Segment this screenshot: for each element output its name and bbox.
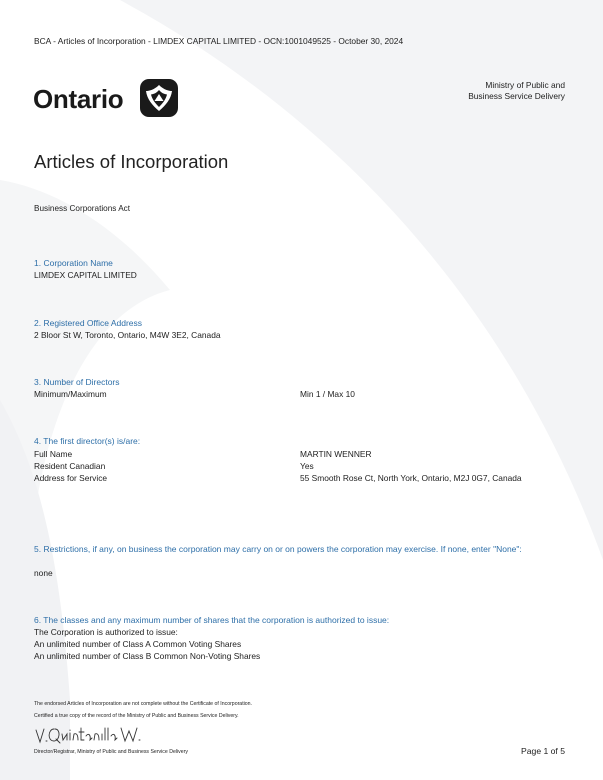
signatory-title: Director/Registrar, Ministry of Public and Business Service Delivery [34,749,188,755]
section-6-heading: 6. The classes and any maximum number of shares that the corporation is authorized to issue: [34,615,390,625]
resident-canadian-value: Yes [300,461,314,471]
certified-copy-note: Certified a true copy of the record of the Ministry of Public and Business Service Delivery. [34,713,239,719]
ontario-wordmark: Ontario [33,84,124,114]
directors-count-label: Minimum/Maximum [34,389,107,399]
registrar-signature [34,724,154,746]
section-4-heading: 4. The first director(s) is/are: [34,436,141,446]
section-2-heading: 2. Registered Office Address [34,318,143,328]
ministry-line-2: Business Service Delivery [468,91,565,101]
certificate-note: The endorsed Articles of Incorporation are not complete without the Certificate of Incorporation. [34,701,252,707]
address-for-service-value: 55 Smooth Rose Ct, North York, Ontario, M2J 0G7, Canada [300,473,522,483]
registered-office-value: 2 Bloor St W, Toronto, Ontario, M4W 3E2, Canada [34,330,221,340]
document-header-line: BCA - Articles of Incorporation - LIMDEX CAPITAL LIMITED - OCN:1001049525 - October 30, 2024 [34,36,404,46]
trillium-logo-icon [140,79,178,117]
shares-line-1: The Corporation is authorized to issue: [34,627,178,637]
page-number: Page 1 of 5 [521,746,565,756]
page-title: Articles of Incorporation [34,151,229,172]
resident-canadian-label: Resident Canadian [34,461,106,471]
act-name: Business Corporations Act [34,204,131,213]
directors-count-value: Min 1 / Max 10 [300,389,355,399]
ministry-name [468,80,565,102]
director-full-name-label: Full Name [34,449,73,459]
section-3-heading: 3. Number of Directors [34,377,120,387]
shares-line-3: An unlimited number of Class B Common Non-Voting Shares [34,651,261,661]
address-for-service-label: Address for Service [34,473,108,483]
shares-line-2: An unlimited number of Class A Common Voting Shares [34,639,242,649]
ministry-line-1: Ministry of Public and [485,80,565,90]
restrictions-value: none [34,568,53,578]
section-5-heading: 5. Restrictions, if any, on business the corporation may carry on or on powers the corporation may exercise. If none, enter "None": [34,544,522,554]
director-full-name-value: MARTIN WENNER [300,449,372,459]
corporation-name-value: LIMDEX CAPITAL LIMITED [34,270,137,280]
section-1-heading: 1. Corporation Name [34,258,113,268]
